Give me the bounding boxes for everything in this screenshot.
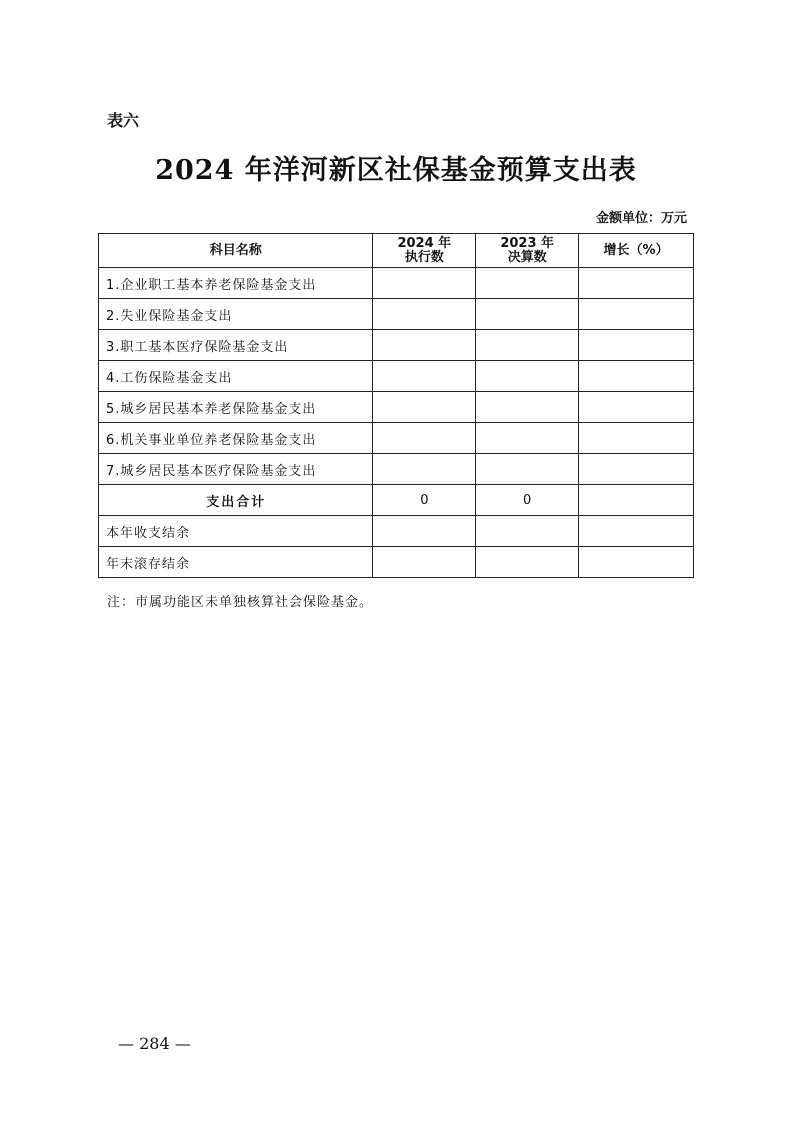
unit-label: 金额单位：万元 bbox=[595, 211, 687, 226]
column-header-growth: 增长（%） bbox=[579, 234, 694, 268]
column-header-final-2023-label: 决算数 bbox=[507, 249, 547, 265]
balance-name: 本年收支结余 bbox=[99, 516, 373, 547]
page-number: — 284 — bbox=[118, 1034, 191, 1053]
row-exec-2024 bbox=[373, 361, 476, 392]
total-exec-2024: 0 bbox=[373, 485, 476, 516]
row-final-2023 bbox=[476, 330, 579, 361]
total-name: 支出合计 bbox=[99, 485, 373, 516]
accumulated-balance-growth bbox=[579, 547, 694, 578]
row-growth bbox=[579, 330, 694, 361]
balance-growth bbox=[579, 516, 694, 547]
column-header-exec-2024 bbox=[373, 234, 476, 268]
table-label: 表六 bbox=[107, 111, 140, 130]
row-final-2023 bbox=[476, 361, 579, 392]
row-growth bbox=[579, 268, 694, 299]
column-header-exec-2024-label: 执行数 bbox=[404, 249, 444, 265]
balance-final-2023 bbox=[476, 516, 579, 547]
row-growth bbox=[579, 299, 694, 330]
total-row bbox=[99, 485, 694, 516]
table-header-row bbox=[99, 234, 694, 268]
table-row bbox=[99, 454, 694, 485]
budget-table bbox=[98, 233, 694, 578]
row-name: 3.职工基本医疗保险基金支出 bbox=[99, 330, 373, 361]
row-name: 1.企业职工基本养老保险基金支出 bbox=[99, 268, 373, 299]
balance-row bbox=[99, 516, 694, 547]
row-name: 7.城乡居民基本医疗保险基金支出 bbox=[99, 454, 373, 485]
table-row bbox=[99, 268, 694, 299]
accumulated-balance-exec-2024 bbox=[373, 547, 476, 578]
table-row bbox=[99, 392, 694, 423]
row-exec-2024 bbox=[373, 330, 476, 361]
row-exec-2024 bbox=[373, 299, 476, 330]
row-final-2023 bbox=[476, 268, 579, 299]
accumulated-balance-final-2023 bbox=[476, 547, 579, 578]
row-exec-2024 bbox=[373, 268, 476, 299]
row-final-2023 bbox=[476, 423, 579, 454]
accumulated-balance-row bbox=[99, 547, 694, 578]
row-growth bbox=[579, 423, 694, 454]
row-growth bbox=[579, 361, 694, 392]
column-header-final-2023 bbox=[476, 234, 579, 268]
column-header-exec-2024-year: 2024 年 bbox=[397, 235, 452, 251]
row-name: 6.机关事业单位养老保险基金支出 bbox=[99, 423, 373, 454]
table-row bbox=[99, 361, 694, 392]
row-final-2023 bbox=[476, 392, 579, 423]
table-row bbox=[99, 299, 694, 330]
row-final-2023 bbox=[476, 454, 579, 485]
footnote: 注：市属功能区未单独核算社会保险基金。 bbox=[107, 595, 374, 610]
row-growth bbox=[579, 392, 694, 423]
row-final-2023 bbox=[476, 299, 579, 330]
balance-exec-2024 bbox=[373, 516, 476, 547]
table-row bbox=[99, 330, 694, 361]
row-name: 2.失业保险基金支出 bbox=[99, 299, 373, 330]
row-name: 5.城乡居民基本养老保险基金支出 bbox=[99, 392, 373, 423]
table-row bbox=[99, 423, 694, 454]
total-growth bbox=[579, 485, 694, 516]
row-exec-2024 bbox=[373, 454, 476, 485]
row-name: 4.工伤保险基金支出 bbox=[99, 361, 373, 392]
accumulated-balance-name: 年末滚存结余 bbox=[99, 547, 373, 578]
row-growth bbox=[579, 454, 694, 485]
row-exec-2024 bbox=[373, 423, 476, 454]
column-header-final-2023-year: 2023 年 bbox=[500, 235, 555, 251]
column-header-name: 科目名称 bbox=[99, 234, 373, 268]
total-final-2023: 0 bbox=[476, 485, 579, 516]
page-title: 2024 年洋河新区社保基金预算支出表 bbox=[155, 155, 637, 186]
row-exec-2024 bbox=[373, 392, 476, 423]
